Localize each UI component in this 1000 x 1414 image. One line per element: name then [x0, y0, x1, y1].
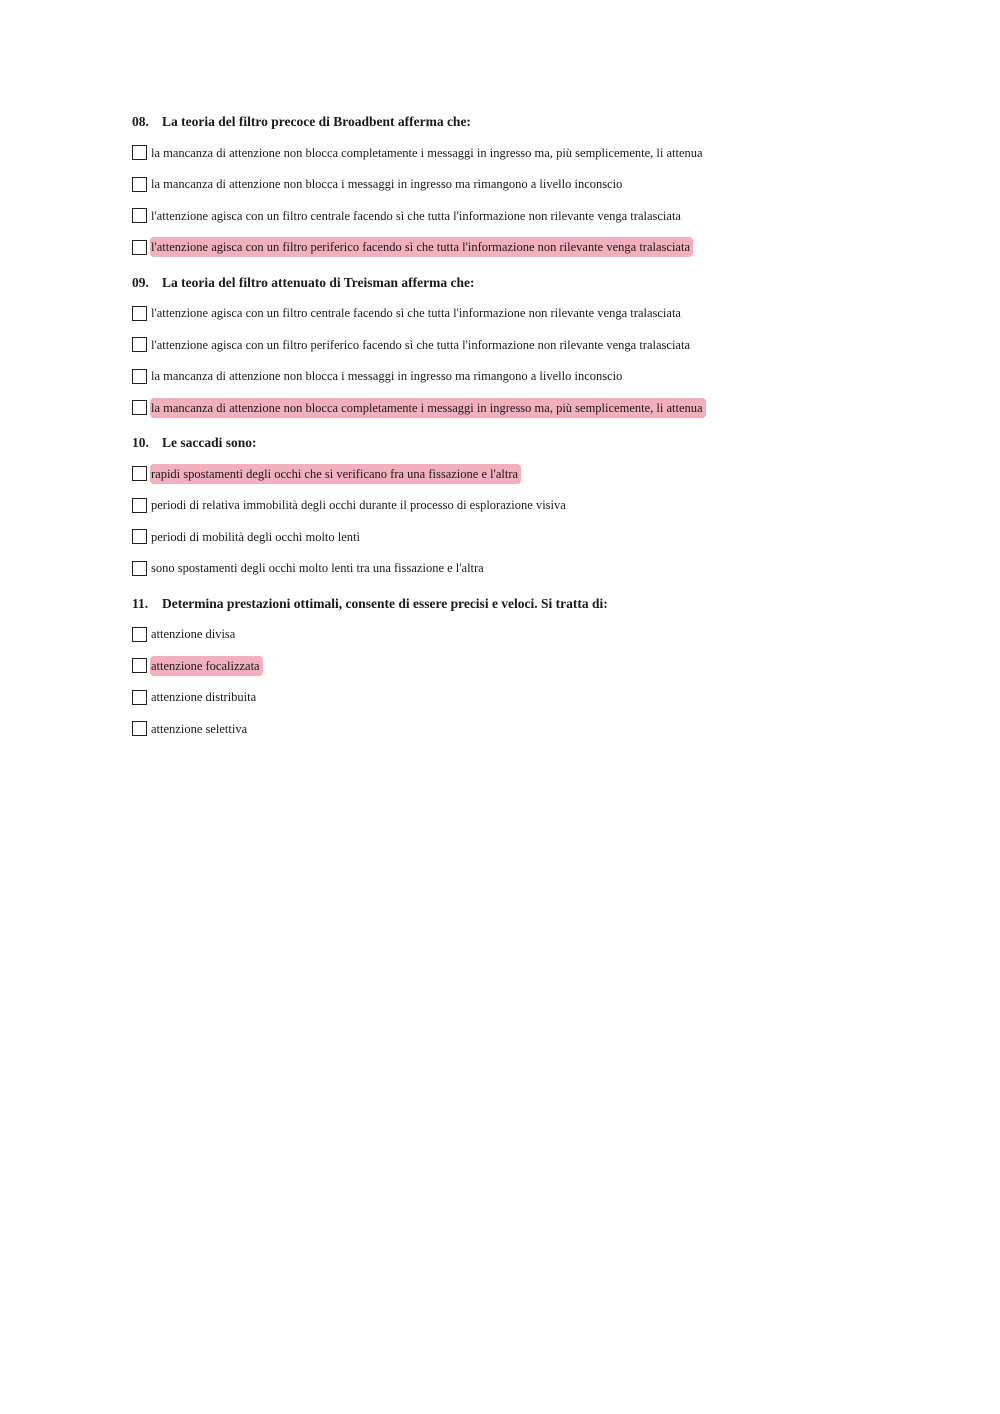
question-09 [132, 273, 892, 420]
answer-text-highlighted: rapidi spostamenti degli occhi che si verificano fra una fissazione e l'altra [150, 464, 521, 484]
answer-text: attenzione distribuita [151, 690, 257, 704]
answer-option[interactable] [132, 494, 892, 517]
answer-option[interactable] [132, 204, 892, 227]
answer-option[interactable] [132, 623, 892, 646]
answer-option[interactable] [132, 557, 892, 580]
answer-text: la mancanza di attenzione non blocca i messaggi in ingresso ma rimangono a livello inconscio [151, 177, 623, 191]
answer-option[interactable] [132, 365, 892, 388]
answer-text: attenzione divisa [151, 627, 236, 641]
answer-checkbox[interactable] [132, 337, 147, 352]
answer-option[interactable] [132, 686, 892, 709]
question-title [132, 273, 892, 293]
answer-option[interactable] [132, 173, 892, 196]
answer-text: la mancanza di attenzione non blocca completamente i messaggi in ingresso ma, più semplicemente, li attenua [151, 145, 703, 160]
question-text: La teoria del filtro precoce di Broadbent afferma che: [162, 114, 471, 129]
answer-checkbox[interactable] [132, 498, 147, 513]
answer-text: l'attenzione agisca con un filtro centrale facendo sì che tutta l'informazione non rilevante venga tralasciata [151, 208, 681, 223]
answer-option[interactable] [132, 333, 892, 356]
question-text: Le saccadi sono: [162, 435, 257, 450]
answer-option[interactable] [132, 717, 892, 740]
question-08 [132, 112, 892, 259]
answer-checkbox[interactable] [132, 240, 147, 255]
question-text: La teoria del filtro attenuato di Treisman afferma che: [162, 274, 475, 290]
answer-option[interactable] [132, 302, 892, 325]
question-10 [132, 433, 892, 580]
answer-text-highlighted: attenzione focalizzata [150, 656, 263, 676]
answer-checkbox[interactable] [132, 400, 147, 415]
answer-text: l'attenzione agisca con un filtro periferico facendo sì che tutta l'informazione non rilevante venga tralasciata [151, 337, 690, 352]
answer-checkbox[interactable] [132, 145, 147, 160]
question-number: 08. [132, 114, 149, 129]
answer-text-highlighted: l'attenzione agisca con un filtro periferico facendo sì che tutta l'informazione non rilevante venga tralasciata [150, 237, 693, 257]
answer-checkbox[interactable] [132, 721, 147, 736]
question-11 [132, 594, 892, 741]
answer-checkbox[interactable] [132, 690, 147, 705]
question-number: 09. [132, 274, 149, 290]
question-number: 11. [132, 595, 149, 611]
answer-checkbox[interactable] [132, 561, 147, 576]
question-title [132, 433, 892, 453]
quiz-questions [132, 112, 892, 754]
question-number: 10. [132, 435, 149, 450]
answer-text: periodi di relativa immobilità degli occhi durante il processo di esplorazione visiva [151, 498, 566, 512]
answer-checkbox[interactable] [132, 177, 147, 192]
answer-checkbox[interactable] [132, 627, 147, 642]
answer-option-highlighted[interactable] [132, 236, 892, 259]
answer-checkbox[interactable] [132, 208, 147, 223]
answer-option-highlighted[interactable] [132, 462, 892, 485]
answer-text: l'attenzione agisca con un filtro centrale facendo sì che tutta l'informazione non rilevante venga tralasciata [151, 306, 681, 320]
answer-option[interactable] [132, 525, 892, 548]
answer-option[interactable] [132, 141, 892, 164]
answer-option-highlighted[interactable] [132, 396, 892, 419]
answer-checkbox[interactable] [132, 306, 147, 321]
answer-text: sono spostamenti degli occhi molto lenti tra una fissazione e l'altra [151, 561, 484, 575]
answer-checkbox[interactable] [132, 658, 147, 673]
answer-option-highlighted[interactable] [132, 654, 892, 677]
answer-text: attenzione selettiva [151, 721, 248, 736]
question-text: Determina prestazioni ottimali, consente di essere precisi e veloci. Si tratta di: [162, 595, 608, 611]
answer-checkbox[interactable] [132, 529, 147, 544]
answer-checkbox[interactable] [132, 466, 147, 481]
answer-text-highlighted: la mancanza di attenzione non blocca completamente i messaggi in ingresso ma, più semplicemente, li attenua [150, 398, 706, 418]
answer-text: periodi di mobilità degli occhi molto lenti [151, 529, 360, 544]
answer-checkbox[interactable] [132, 369, 147, 384]
question-title [132, 594, 892, 614]
answer-text: la mancanza di attenzione non blocca i messaggi in ingresso ma rimangono a livello inconscio [151, 369, 623, 383]
question-title [132, 112, 892, 132]
